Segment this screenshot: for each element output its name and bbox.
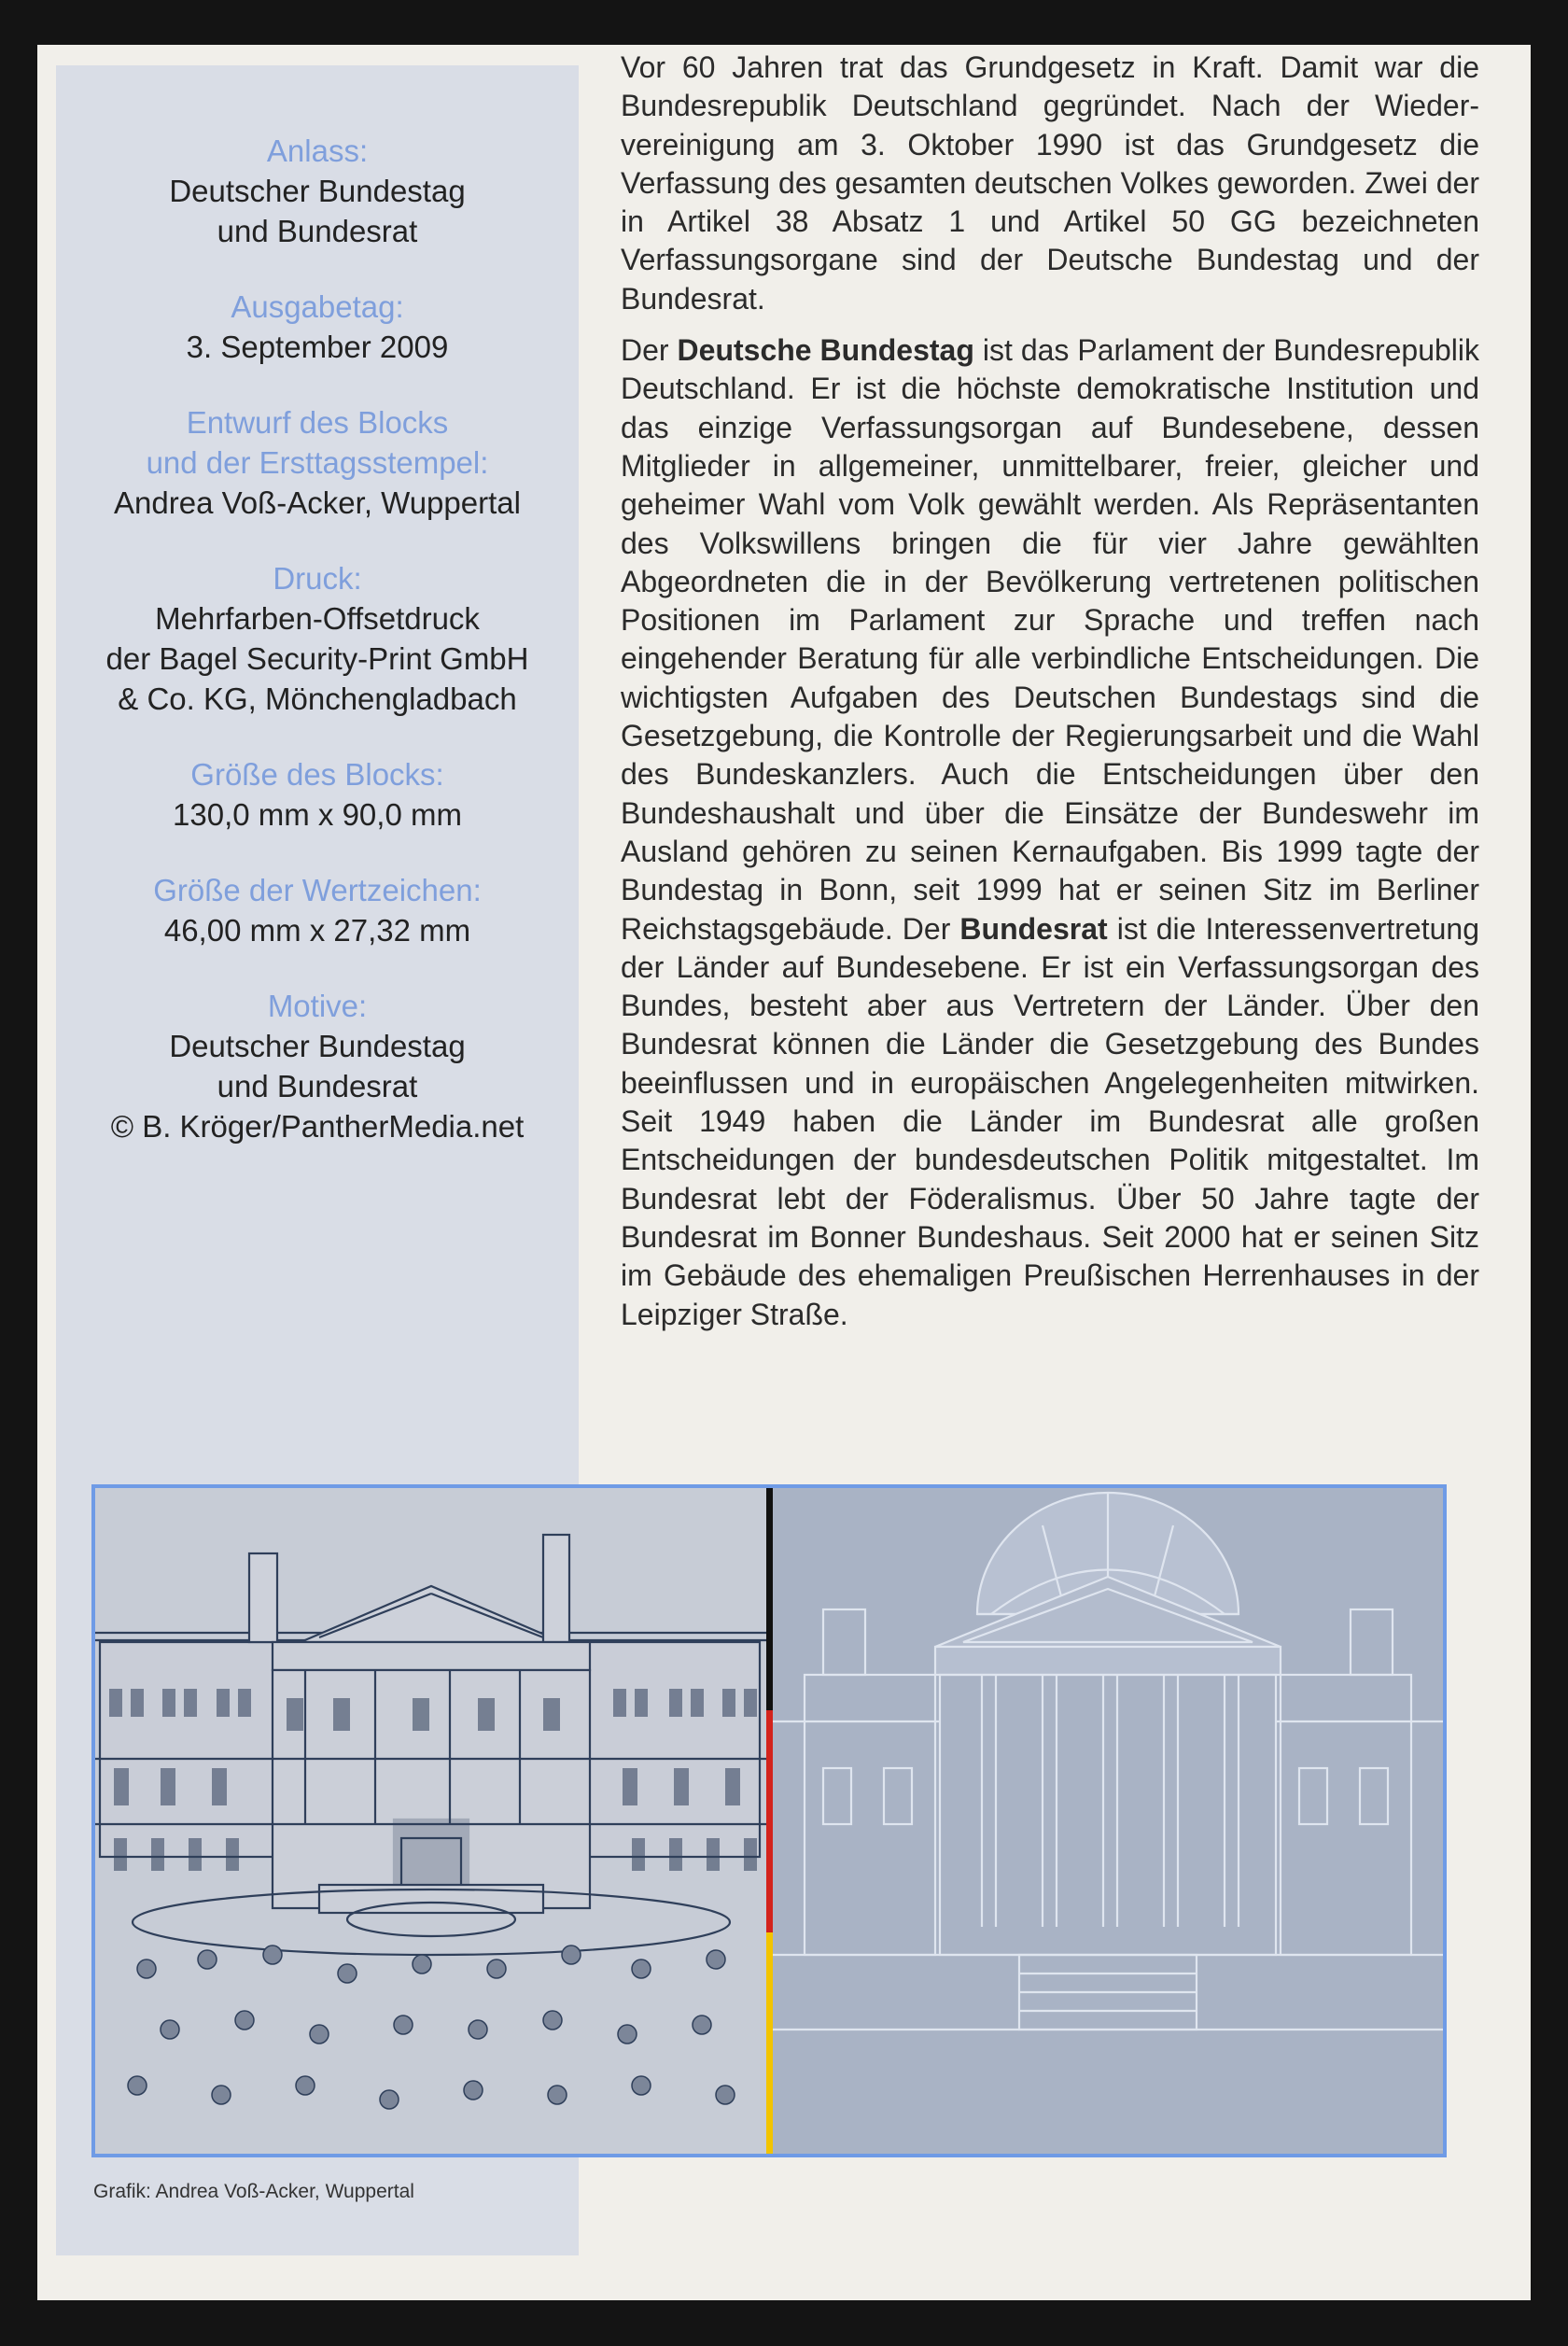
info-value: 130,0 mm x 90,0 mm [173,797,462,832]
text-span: ist das Parlament der Bundesrepublik Deutschland. Er ist die höchste demokratische Institution und das einzige Verfassungsorgan auf Bundesebene, dessen Mitglieder in allgemeiner, unmittelbarer, freier, gleicher und geheimer Wahl vom Volk gewählt werden. Als Repräsentanten des Volkswillens bringen die für vier Jahre gewählten Abgeordneten die in der Bevölkerung vertretenen politischen Positionen im Parlament zur Sprache und treffen nach eingehender Beratung für alle verbindliche Entscheidungen. Die wichtigsten Aufgaben des Deutschen Bundestags sind die Gesetzgebung, die Kontrolle der Regierungsarbeit und die Wahl des Bundeskanzlers. Auch die Entscheidungen über den Bundeshaushalt und über die Einsätze der Bundeswehr im Ausland gehören zu seinen Kernaufgaben. Bis 1999 tagte der Bundestag in Bonn, seit 1999 hat er seinen Sitz im Berliner Reichstagsgebäude. Der [621,333,1480,946]
info-value: Mehrfarben-Offsetdruck [155,601,480,636]
figure-caption: Grafik: Andrea Voß-Acker, Wuppertal [93,2181,414,2202]
info-value: der Bagel Security-Print GmbH [105,641,529,676]
sidebar-info [56,131,579,1182]
body-text [621,49,1479,1347]
info-group-groesse-block [56,754,579,835]
info-value: © B. Kröger/PantherMedia.net [110,1109,525,1144]
info-value: 46,00 mm x 27,32 mm [163,913,471,948]
paragraph-bundestag [621,331,1479,1334]
illustration-svg [95,1488,1443,2154]
info-label: und der Ersttagsstempel: [146,445,489,480]
reichstag-drawing [773,1488,1443,2154]
info-group-motive [56,986,579,1146]
bundesrat-drawing [95,1488,769,2154]
info-value: Deutscher Bundestag [169,174,466,208]
info-group-druck [56,558,579,719]
paragraph-intro: Vor 60 Jahren trat das Grundgesetz in Kraft. Damit war die Bundesrepublik Deutschland gegründet. Nach der Wiedervereinigung am 3. Oktober 1990 ist das Grundgesetz die Verfassung des gesamten deutschen Volkes geworden. Zwei der in Artikel 38 Absatz 1 und Artikel 50 GG bezeichneten Verfassungsorgane sind der Deutsche Bundestag und der Bundesrat. [621,50,1479,316]
info-group-anlass [56,131,579,251]
info-label: Größe der Wertzeichen: [153,873,482,907]
info-label: Entwurf des Blocks [186,405,449,440]
info-group-groesse-wertzeichen [56,870,579,950]
bold-bundesrat: Bundesrat [959,911,1108,946]
info-value: und Bundesrat [217,1069,418,1103]
text-span: Der [621,333,678,368]
stamp-block-illustration [91,1484,1447,2157]
bold-bundestag: Deutsche Bundestag [677,333,974,368]
info-label: Ausgabetag: [231,289,404,324]
info-value: und Bundesrat [217,214,418,248]
info-value: Andrea Voß-Acker, Wuppertal [114,485,521,520]
info-label: Größe des Blocks: [190,757,444,792]
flag-divider [766,1488,773,2154]
info-value: 3. September 2009 [186,330,449,364]
info-value: Deutscher Bundestag [169,1029,466,1063]
info-label: Anlass: [266,133,369,168]
info-group-entwurf [56,402,579,523]
info-label: Druck: [273,561,362,596]
info-value: & Co. KG, Mönchengladbach [118,681,517,716]
info-label: Motive: [267,989,368,1023]
info-group-ausgabetag [56,287,579,367]
text-span: ist die Interessenvertretung der Länder auf Bundesebene. Er ist ein Verfassungsorgan des Bundes, besteht aber aus Vertretern der Länder. Über den Bundesrat können die Länder die Gesetzgebung des Bundes beeinflussen und in europäischen Angelegenheiten mitwirken. Seit 1949 haben die Länder im Bundesrat alle großen Entscheidungen der bundesdeutschen Politik mitgestaltet. Im Bundesrat lebt der Föderalismus. Über 50 Jahre tagte der Bundesrat im Bonner Bundeshaus. Seit 2000 hat er seinen Sitz im Gebäude des ehemaligen Preußischen Herrenhauses in der Leipziger Straße. [621,911,1480,1331]
